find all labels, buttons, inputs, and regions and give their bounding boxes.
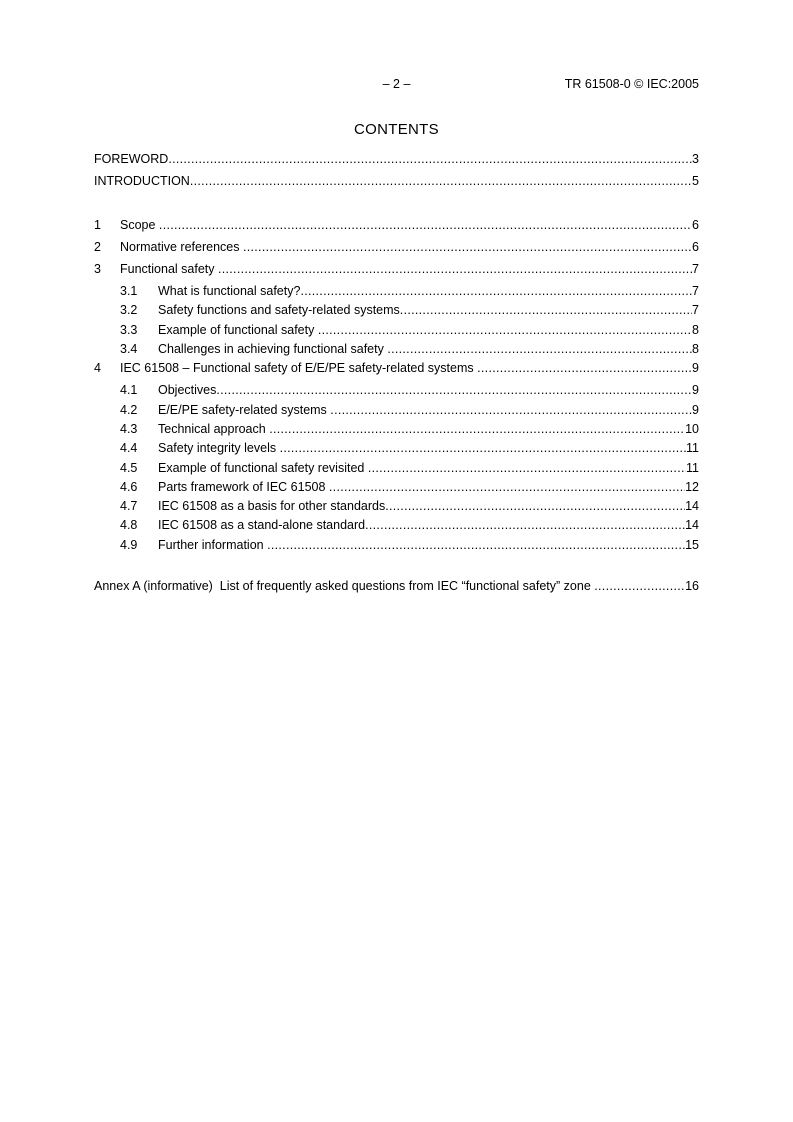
toc-label: INTRODUCTION bbox=[94, 174, 190, 188]
toc-number: 4.4 bbox=[120, 441, 138, 455]
toc-label: Example of functional safety bbox=[158, 323, 318, 337]
toc-number: 4.1 bbox=[120, 383, 138, 397]
toc-page: 9 bbox=[692, 361, 699, 375]
toc-leader bbox=[387, 340, 692, 358]
toc-page: 7 bbox=[692, 284, 699, 298]
toc-entry[interactable] bbox=[94, 497, 699, 515]
toc-label: Parts framework of IEC 61508 bbox=[158, 480, 329, 494]
toc-page: 7 bbox=[692, 303, 699, 317]
toc-number: 4 bbox=[94, 361, 101, 375]
toc-leader bbox=[168, 150, 692, 168]
toc-entry[interactable] bbox=[94, 260, 699, 278]
toc-entry[interactable] bbox=[94, 459, 699, 477]
toc-number: 3 bbox=[94, 262, 101, 276]
toc-page: 6 bbox=[692, 240, 699, 254]
toc-number: 4.3 bbox=[120, 422, 138, 436]
toc-leader bbox=[269, 420, 685, 438]
toc-number: 3.3 bbox=[120, 323, 138, 337]
toc-leader bbox=[477, 359, 692, 377]
toc-entry[interactable] bbox=[94, 321, 699, 339]
toc-page: 11 bbox=[686, 441, 699, 455]
toc-entry[interactable] bbox=[94, 401, 699, 419]
toc-label: Scope bbox=[120, 218, 159, 232]
page-number: – 2 – bbox=[382, 77, 411, 91]
toc-label: IEC 61508 as a basis for other standards bbox=[158, 499, 386, 513]
toc-label: Objectives bbox=[158, 383, 217, 397]
toc-entry[interactable] bbox=[94, 238, 699, 256]
toc-leader bbox=[280, 439, 686, 457]
toc-label: Technical approach bbox=[158, 422, 270, 436]
toc-leader bbox=[267, 536, 685, 554]
toc-leader bbox=[216, 381, 692, 399]
toc-label: Functional safety bbox=[120, 262, 218, 276]
toc-label: Example of functional safety revisited bbox=[158, 461, 368, 475]
toc-leader bbox=[243, 238, 692, 256]
toc-leader bbox=[159, 216, 692, 234]
toc-entry[interactable] bbox=[94, 478, 699, 496]
toc-label: Annex A (informative) List of frequently asked questions from IEC “functional safety” zone bbox=[94, 579, 595, 593]
toc-leader bbox=[318, 321, 692, 339]
toc-leader bbox=[329, 478, 685, 496]
toc-entry[interactable] bbox=[94, 359, 699, 377]
toc-number: 4.5 bbox=[120, 461, 138, 475]
toc-entry[interactable] bbox=[94, 516, 699, 534]
toc-leader bbox=[368, 459, 686, 477]
toc-leader bbox=[218, 260, 692, 278]
toc-label: Safety integrity levels bbox=[158, 441, 280, 455]
toc-entry-introduction[interactable] bbox=[94, 172, 699, 190]
toc-number: 1 bbox=[94, 218, 101, 232]
toc-entry[interactable] bbox=[94, 282, 699, 300]
toc-page: 11 bbox=[686, 461, 699, 475]
toc-label: E/E/PE safety-related systems bbox=[158, 403, 331, 417]
toc-leader bbox=[300, 282, 692, 300]
toc-page: 8 bbox=[692, 323, 699, 337]
toc-leader bbox=[190, 172, 692, 190]
toc-label: What is functional safety? bbox=[158, 284, 301, 298]
toc-entry[interactable] bbox=[94, 301, 699, 319]
toc-page: 5 bbox=[692, 174, 699, 188]
toc-entry[interactable] bbox=[94, 216, 699, 234]
toc-number: 2 bbox=[94, 240, 101, 254]
toc-page: 10 bbox=[685, 422, 699, 436]
toc-number: 4.9 bbox=[120, 538, 138, 552]
document-id: TR 61508-0 © IEC:2005 bbox=[564, 77, 699, 91]
toc-entry[interactable] bbox=[94, 439, 699, 457]
toc-entry-foreword[interactable] bbox=[94, 150, 699, 168]
toc-page: 3 bbox=[692, 152, 699, 166]
toc-page: 14 bbox=[685, 499, 699, 513]
toc-label: IEC 61508 as a stand-alone standard bbox=[158, 518, 366, 532]
toc-entry[interactable] bbox=[94, 340, 699, 358]
toc-label: Safety functions and safety-related systems bbox=[158, 303, 400, 317]
toc-number: 3.1 bbox=[120, 284, 138, 298]
toc-page: 16 bbox=[685, 579, 699, 593]
toc-label: Further information bbox=[158, 538, 268, 552]
toc-entry[interactable] bbox=[94, 420, 699, 438]
toc-page: 12 bbox=[685, 480, 699, 494]
toc-label: Normative references bbox=[120, 240, 243, 254]
toc-page: 6 bbox=[692, 218, 699, 232]
toc-page: 7 bbox=[692, 262, 699, 276]
toc-leader bbox=[385, 497, 685, 515]
toc-leader bbox=[400, 301, 692, 319]
contents-title: CONTENTS bbox=[354, 121, 439, 138]
toc-label: FOREWORD bbox=[94, 152, 169, 166]
toc-number: 4.6 bbox=[120, 480, 138, 494]
page-header bbox=[94, 77, 699, 93]
toc-page: 14 bbox=[685, 518, 699, 532]
toc-label: IEC 61508 – Functional safety of E/E/PE safety-related systems bbox=[120, 361, 478, 375]
toc-number: 3.2 bbox=[120, 303, 138, 317]
toc-entry-annex-a[interactable] bbox=[94, 577, 699, 595]
toc-number: 4.7 bbox=[120, 499, 138, 513]
toc-leader bbox=[365, 516, 685, 534]
toc-leader bbox=[594, 577, 685, 595]
toc-page: 8 bbox=[692, 342, 699, 356]
toc-entry[interactable] bbox=[94, 381, 699, 399]
toc-entry[interactable] bbox=[94, 536, 699, 554]
toc-number: 4.2 bbox=[120, 403, 138, 417]
toc-leader bbox=[330, 401, 692, 419]
toc-page: 15 bbox=[685, 538, 699, 552]
toc-number: 3.4 bbox=[120, 342, 138, 356]
toc-label: Challenges in achieving functional safety bbox=[158, 342, 388, 356]
toc-number: 4.8 bbox=[120, 518, 138, 532]
toc-page: 9 bbox=[692, 403, 699, 417]
toc-page: 9 bbox=[692, 383, 699, 397]
